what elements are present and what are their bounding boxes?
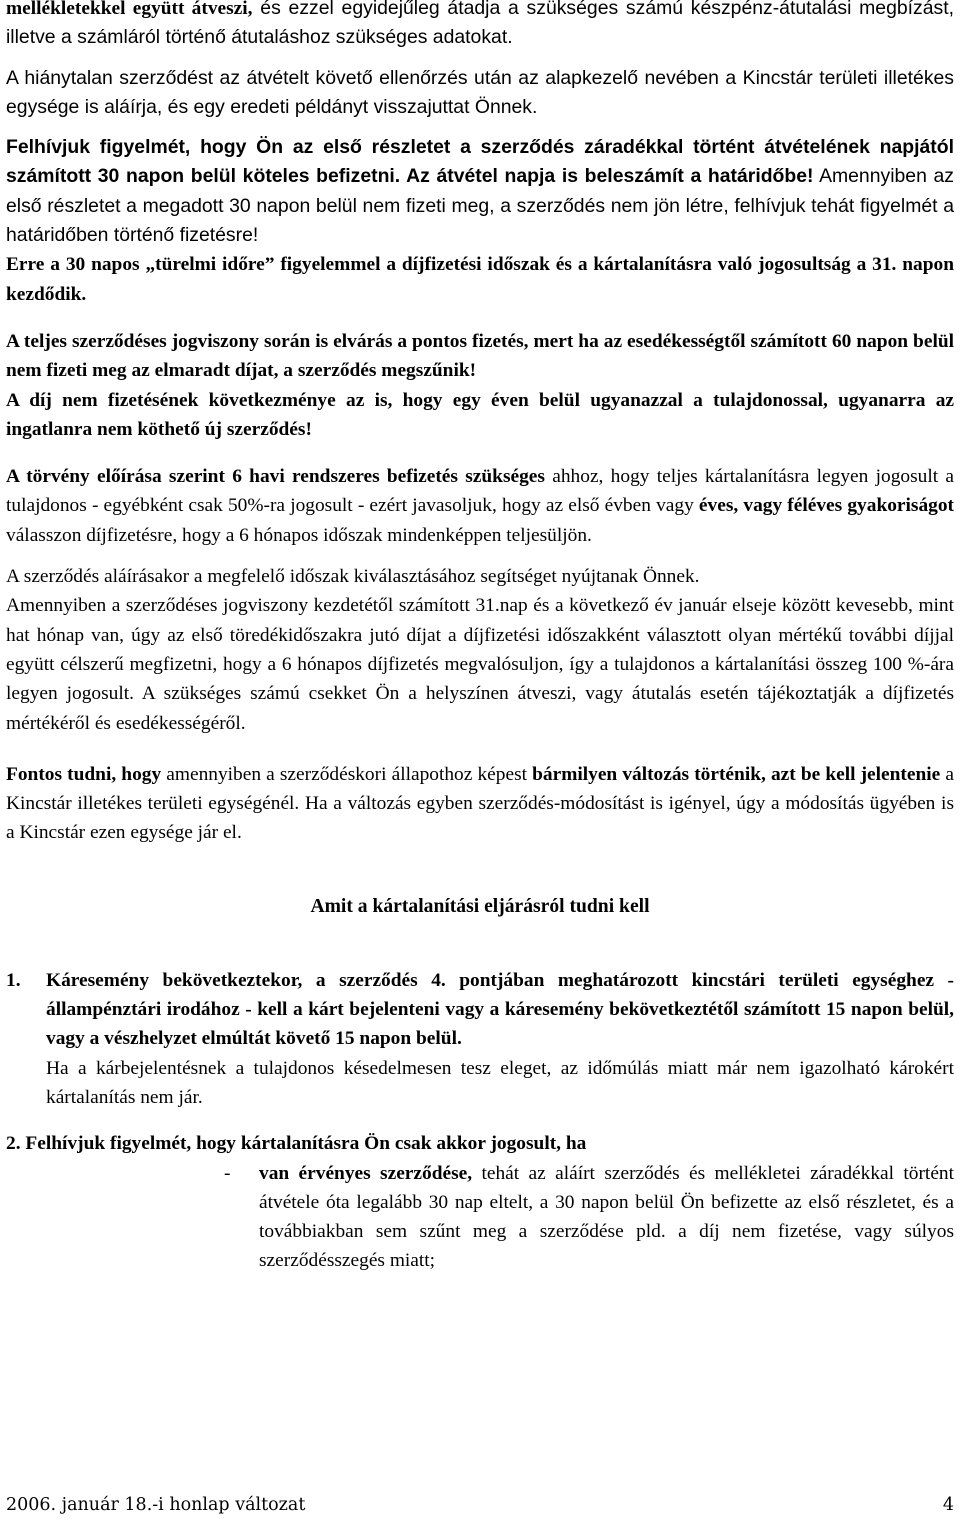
bold-text: van érvényes szerződése, [259,1162,473,1184]
paragraph-fractional-period: Amennyiben a szerződéses jogviszony kezdetétől számított 31.nap és a következő év január elseje között kevesebb, mint hat hónap van, úgy az első töredékidőszakra jutó díjat a díjfizetési időszakként választott olyan mértékű további díjjal együtt célszerű megfizetni, hogy a 6 hónapos díjfizetés megvalósuljon, így a tulajdonos a kártalanítási összeg 100 %-ára legyen jogosult. A szükséges számú csekket Ön a helyszínen átveszi, vagy átutalás esetén tájékoztatják a díjfizetés mértékéről és esedékességéről. [6,595,954,734]
bold-text: Felhívjuk figyelmét, hogy Ön az első részletet a szerződés záradékkal történt átvételének napjától számított 30 napon belül köteles befizetni. Az átvétel napja is beleszámít a határidőbe! [6,136,954,188]
body-text: Ha a kárbejelentésnek a tulajdonos késedelmesen tesz eleget, az időmúlás miatt már nem igazolható károkért kártalanítás nem jár. [46,1057,954,1108]
body-text: amennyiben a szerződéskori állapothoz képest [161,763,533,785]
bullet-dash: - [224,1162,231,1184]
footer-version: 2006. január 18.-i honlap változat [6,1495,306,1515]
bold-text: A törvény előírása szerint 6 havi rendszeres befizetés szükséges [6,466,545,488]
paragraph-handover [6,0,954,53]
list-number: 2. [6,1133,21,1155]
bold-text: bármilyen változás történik, azt be kell jelentenie [532,763,941,785]
list-number: 1. [6,969,21,991]
bold-text: éves, vagy féléves gyakoriságot [698,495,955,517]
body-text: ahhoz, hogy teljes kártalanításra legyen jogosult a tulajdonos - egyébként csak 50%-ra jogosult - ezért javasoljuk, hogy az első évben vagy [6,466,954,517]
bold-text: Fontos tudni, hogy [6,763,162,785]
body-text: Amennyiben az első részletet a megadott 30 napon belül nem fizeti meg, a szerződés nem jön létre, felhívjuk tehát figyelmét a határidőben történő fizetésre! [6,165,954,247]
bold-text: mellékletekkel együtt átveszi, [6,0,253,19]
bullet-body [259,1159,954,1276]
page-number: 4 [942,1495,954,1515]
bullet-valid-contract [6,1159,954,1276]
list-item-body [46,966,954,1112]
body-text: és ezzel egyidejűleg átadja a szükséges számú készpénz-átutalási megbízást, illetve a számláról történő átutaláshoz szükséges adatokat. [6,0,955,49]
list-item-title: Felhívjuk figyelmét, hogy kártalanításra Ön csak akkor jogosult, ha [25,1133,587,1155]
paragraph-first-installment [6,133,954,250]
body-text: a Kincstár illetékes területi egységénél. Ha a változás egyben szerződés-módosítást is igényel, úgy a módosítás ügyében is a Kincstár ezen egysége jár el. [6,763,954,844]
paragraph-nonpayment-consequence: A díj nem fizetésének következménye az is, hogy egy éven belül ugyanazzal a tulajdonossal, ugyanarra az ingatlanra nem köthető új szerződés! [6,389,954,440]
list-item-eligibility [6,1129,954,1158]
section-heading: Amit a kártalanítási eljárásról tudni kell [310,895,650,917]
paragraph-period-selection: A szerződés aláírásakor a megfelelő időszak kiválasztásához segítséget nyújtanak Önnek. [6,566,700,588]
document-page [6,0,954,1276]
paragraph-grace-period: Erre a 30 napos „türelmi időre” figyelemmel a díjfizetési időszak és a kártalanításra való jogosultság a 31. napon kezdődik. [6,254,954,305]
paragraph-payment-obligation: A teljes szerződéses jogviszony során is elvárás a pontos fizetés, mert ha az esedékességtől számított 60 napon belül nem fizeti meg az elmaradt díjat, a szerződés megszűnik! [6,330,954,382]
paragraph-signature: A hiánytalan szerződést az átvételt követő ellenőrzés után az alapkezelő nevében a Kincstár területi illetékes egysége is aláírja, és egy eredeti példányt visszajuttat Önnek. [6,66,954,118]
paragraph-legal-requirement [6,462,954,550]
paragraph-change-reporting [6,760,954,848]
list-item-damage-report [6,966,954,1112]
body-text: válasszon díjfizetésre, hogy a 6 hónapos időszak mindenképpen teljesüljön. [6,524,592,546]
body-text: tehát az aláírt szerződés és mellékletei záradékkal történt átvétele óta legalább 30 nap eltelt, a 30 napon belül Ön befizette az első részletet, és a továbbiakban sem szűnt meg a szerződése pld. a díj nem fizetése, vagy súlyos szerződésszegés miatt; [259,1162,955,1272]
bold-text: Káresemény bekövetkeztekor, a szerződés 4. pontjában meghatározott kincstári területi egységhez - állampénztári irodához - kell a kárt bejelenteni vagy a káresemény bekövetkeztétől számított 15 napon belül, vagy a vészhelyzet elmúltát követő 15 napon belül. [46,969,954,1050]
page-footer [6,1495,954,1515]
